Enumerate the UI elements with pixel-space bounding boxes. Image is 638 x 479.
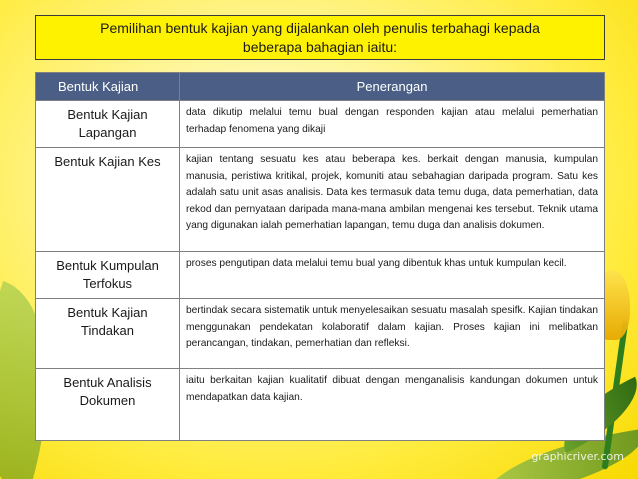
row-desc-lapangan: data dikutip melalui temu bual dengan responden kajian atau melalui pemerhatian terhadap fenomena yang dikaji xyxy=(180,101,605,148)
table-header-row xyxy=(36,73,605,101)
table-row xyxy=(36,101,605,148)
table-row xyxy=(36,252,605,299)
row-type-tindakan: Bentuk Kajian Tindakan xyxy=(36,299,180,369)
row-desc-kumpulan-terfokus: proses pengutipan data melalui temu bual yang dibentuk khas untuk kumpulan kecil. xyxy=(180,252,605,299)
row-desc-tindakan: bertindak secara sistematik untuk menyelesaikan sesuatu masalah spesifk. Kajian tindakan menggunakan pendekatan kolaboratif dalam kajian. Proses kajian ini melibatkan perancangan, tindakan, pemerhatian dan refleksi. xyxy=(180,299,605,369)
table-row xyxy=(36,299,605,369)
row-type-kumpulan-terfokus: Bentuk Kumpulan Terfokus xyxy=(36,252,180,299)
header-bentuk-kajian: Bentuk Kajian xyxy=(36,73,180,101)
row-type-kes: Bentuk Kajian Kes xyxy=(36,148,180,252)
intro-box: Pemilihan bentuk kajian yang dijalankan oleh penulis terbahagi kepada beberapa bahagian iaitu: xyxy=(35,15,605,60)
table-row xyxy=(36,369,605,441)
table-row xyxy=(36,148,605,252)
kajian-table xyxy=(35,72,605,441)
row-type-lapangan: Bentuk Kajian Lapangan xyxy=(36,101,180,148)
row-desc-kes: kajian tentang sesuatu kes atau beberapa kes. berkait dengan manusia, kumpulan manusia, peristiwa kritikal, projek, komuniti atau sebahagian daripada program. Satu kes adalah satu unit asas analisis. Data kes termasuk data temu duga, data pemerhatian, data rekod dan pernyataan daripada mana-mana ambilan mengenai kes tersebut. Teknik utama yang digunakan ialah pemerhatian lapangan, temu duga dan analisis dokumen. xyxy=(180,148,605,252)
header-penerangan: Penerangan xyxy=(180,73,605,101)
row-type-analisis-dokumen: Bentuk Analisis Dokumen xyxy=(36,369,180,441)
row-desc-analisis-dokumen: iaitu berkaitan kajian kualitatif dibuat dengan menganalisis kandungan dokumen untuk mendapatkan data kajian. xyxy=(180,369,605,441)
watermark: graphicriver.com xyxy=(531,450,624,463)
